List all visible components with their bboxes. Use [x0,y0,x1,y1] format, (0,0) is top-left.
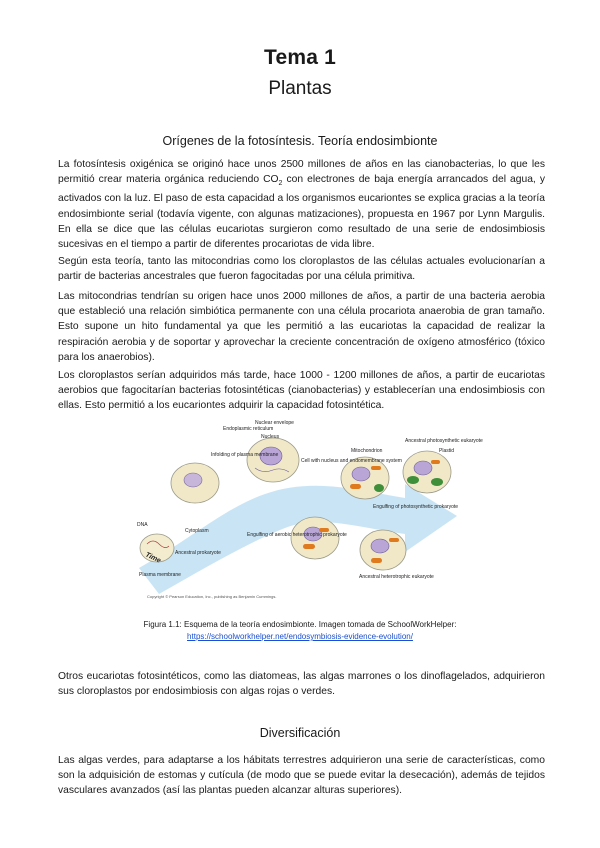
paragraph-origins-1 [58,157,545,252]
label-time: Time [144,551,162,565]
label-engulf-photosynthetic: Engulfing of photosynthetic prokaryote [373,504,459,510]
label-cytoplasm: Cytoplasm [185,528,209,534]
label-er: Endoplasmic reticulum [223,426,274,432]
label-nucleus: Nucleus [261,434,280,440]
label-ancestral-eukaryote: Ancestral photosynthetic eukaryote [405,438,483,444]
label-plasma-membrane: Plasma membrane [139,572,181,578]
engulfing-aerobic-cell [291,517,339,559]
photosynthetic-eukaryote-cell [403,451,451,493]
label-dna: DNA [137,522,148,528]
label-heterotrophic-eukaryote: Ancestral heterotrophic eukaryote [359,574,434,580]
section-heading-diversification: Diversificación [259,726,341,740]
paragraph-text: La fotosíntesis oxigénica se originó hace unos 2500 millones de años en las cianobacterias, lo que les permitió crear materia orgánica reduciendo CO [58,159,545,186]
paragraph-origins-3: Las mitocondrias tendrían su origen hace unos 2000 millones de años, a partir de una bacteria aerobia que estableció una relación simbiótica permanente con una célula procariota anaerobia de gran tamaño. Esto supone un hito fundamental ya que les permitió a las eucariotas la capacidad de realizar la respiración aerobia y de soportar y aprovechar la creciente concentración de oxígeno atmosférico (tóxico para los anaerobios). [58,291,545,363]
label-mitochondrion: Mitochondrion [351,448,383,454]
paragraph-diversification-1: Las algas verdes, para adaptarse a los hábitats terrestres adquirieron una serie de características, como son la adquisición de estomas y cutícula (de modo que se puede evitar la desecación), además de tejidos vasculares avanzados (así las plantas pueden alcanzar alturas superiores). [58,755,545,797]
nucleated-cell [247,438,299,482]
label-ancestral-prokaryote: Ancestral prokaryote [175,550,221,556]
infolding-cell [171,463,219,503]
heterotrophic-eukaryote-cell [360,530,406,570]
label-cell-endomembrane: Cell with nucleus and endomembrane system [301,458,402,464]
paragraph-origins-2: Según esta teoría, tanto las mitocondrias como los cloroplastos de las células actuales evolucionarían a partir de bacterias ancestrales que fueron fagocitadas por una célula primitiva. [58,256,545,283]
label-infolding: Infolding of plasma membrane [211,452,279,458]
label-engulf-aerobic: Engulfing of aerobic heterotrophic prokaryote [247,532,347,538]
figure-caption-text: Figura 1.1: Esquema de la teoría endosimbionte. Imagen tomada de SchoolWorkHelper: [143,620,457,629]
paragraph-origins-4: Los cloroplastos serían adquiridos más tarde, hace 1000 - 1200 millones de años, a partir de eucariotas aerobios que fagocitarían bacterias fotosintéticas (cianobacterias) y establecerían una endosimbiosis con ellas. Esto permitió a los eucariontes adquirir la capacidad fotosintética. [58,370,545,412]
paragraph-origins-5: Otros eucariotas fotosintéticos, como las diatomeas, las algas marrones o los dinoflagelados, adquirieron sus cloroplastos por endosimbiosis con algas rojas o verdes. [58,671,545,698]
page-subtitle: Plantas [268,78,332,99]
subscript: 2 [278,180,283,188]
figure-caption [0,619,600,643]
label-plastid: Plastid [439,448,455,454]
paragraph-text: con electrones de baja energía arrancados del agua, y activados con la luz. El paso de esta capacidad a los organismos eucariontes se explica gracias a la teoría endosimbionte serial (todavía vigente, con algunas matizaciones), propuesta en 1967 por Lynn Margulis. En ella se dice que las células eucariotas surgieron como resultado de una serie de endosimbiosis sucesivas en el tiempo a partir de diferentes procariotas de vida libre. [58,174,545,251]
endosymbiosis-diagram [135,418,483,610]
label-copyright: Copyright © Pearson Education, Inc., publishing as Benjamin Cummings. [147,594,277,599]
figure-caption-link[interactable]: https://schoolworkhelper.net/endosymbiosis-evidence-evolution/ [187,632,413,641]
page-title: Tema 1 [263,46,336,69]
section-heading-origins: Orígenes de la fotosíntesis. Teoría endosimbionte [162,134,438,148]
label-nuclear-envelope: Nuclear envelope [255,420,294,426]
